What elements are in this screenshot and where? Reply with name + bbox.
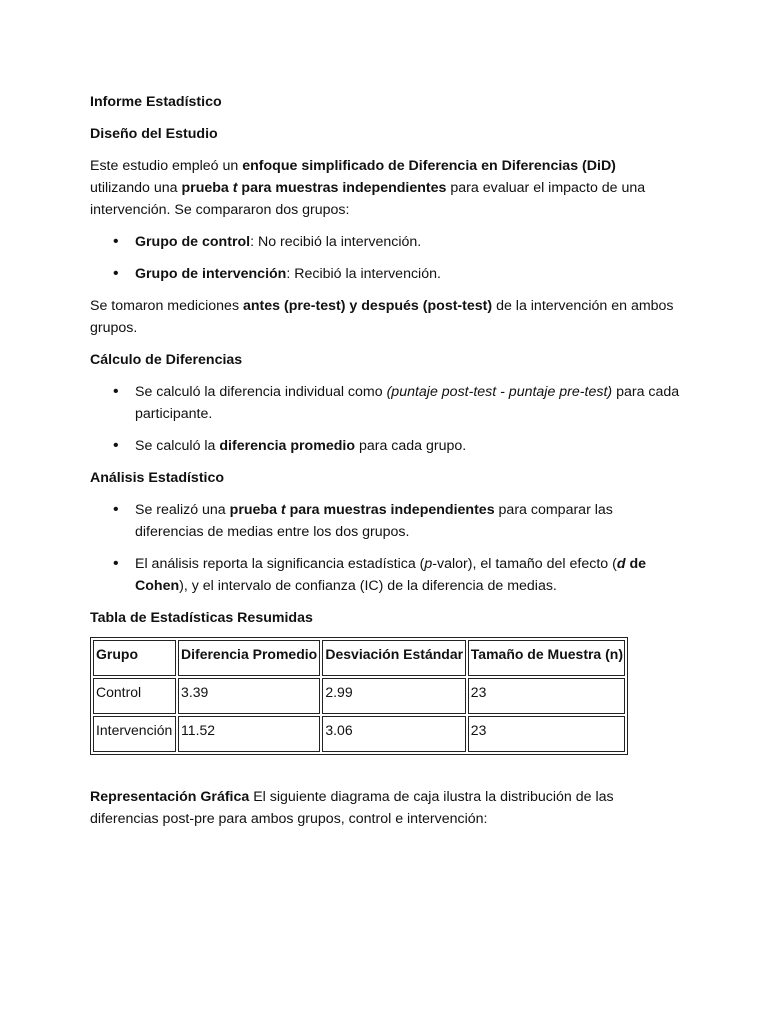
summary-table — [90, 637, 628, 755]
analysis-heading: Análisis Estadístico — [90, 470, 225, 486]
list-item: • Se realizó una prueba t para muestras independientes para comparar las diferencias de medias entre los dos grupos. — [135, 499, 680, 543]
design-paragraph: Este estudio empleó un enfoque simplificado de Diferencia en Diferencias (DiD) utilizando una prueba t para muestras independientes para evaluar el impacto de una intervención. Se compararon dos grupos: — [90, 158, 646, 218]
list-item: • Grupo de intervención: Recibió la intervención. — [135, 263, 680, 285]
list-item: • Se calculó la diferencia promedio para cada grupo. — [135, 435, 680, 457]
list-item: • El análisis reporta la significancia estadística (p-valor), el tamaño del efecto (d de Cohen), y el intervalo de confianza (IC) de la diferencia de medias. — [135, 553, 680, 597]
table-header-cell: Diferencia Promedio — [178, 640, 320, 676]
table-row — [93, 678, 625, 714]
graph-paragraph: Representación Gráfica El siguiente diagrama de caja ilustra la distribución de las diferencias post-pre para ambos grupos, control e intervención: — [90, 789, 614, 827]
table-cell: 23 — [468, 678, 625, 714]
table-row — [93, 716, 625, 752]
calc-list — [90, 381, 680, 457]
calc-heading: Cálculo de Diferencias — [90, 352, 243, 368]
table-cell: 23 — [468, 716, 625, 752]
table-header-row — [93, 640, 625, 676]
analysis-list — [90, 499, 680, 597]
table-heading: Tabla de Estadísticas Resumidas — [90, 610, 313, 626]
table-cell: 3.39 — [178, 678, 320, 714]
groups-list — [90, 231, 680, 285]
table-cell: Control — [93, 678, 176, 714]
report-title: Informe Estadístico — [90, 94, 222, 110]
list-item: • Se calculó la diferencia individual como (puntaje post-test - puntaje pre-test) para cada participante. — [135, 381, 680, 425]
document-page — [90, 91, 680, 830]
table-cell: 11.52 — [178, 716, 320, 752]
table-header-cell: Tamaño de Muestra (n) — [468, 640, 625, 676]
table-cell: Intervención — [93, 716, 176, 752]
design-heading: Diseño del Estudio — [90, 126, 218, 142]
table-cell: 2.99 — [322, 678, 465, 714]
table-cell: 3.06 — [322, 716, 465, 752]
table-header-cell: Grupo — [93, 640, 176, 676]
list-item: • Grupo de control: No recibió la intervención. — [135, 231, 680, 253]
table-header-cell: Desviación Estándar — [322, 640, 465, 676]
measurements-paragraph: Se tomaron mediciones antes (pre-test) y después (post-test) de la intervención en ambos grupos. — [90, 298, 674, 336]
